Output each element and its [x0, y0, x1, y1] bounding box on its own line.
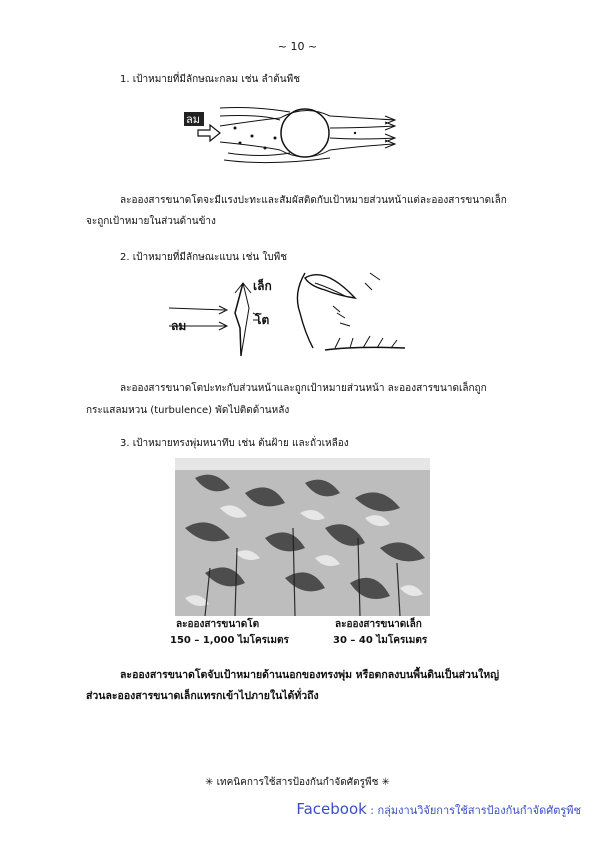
facebook-separator: : [366, 804, 378, 817]
item2-paragraph-line1: ละอองสารขนาดโตปะทะกับส่วนหน้าและถูกเป้าหมายส่วนหน้า ละอองสารขนาดเล็กถูก [120, 383, 487, 394]
page-number: ~ 10 ~ [277, 40, 318, 53]
label-big: โต [255, 313, 270, 327]
label-small: เล็ก [253, 279, 272, 293]
item1-heading: 1. เป้าหมายที่มีลักษณะกลม เช่น ลำต้นพืช [120, 74, 300, 85]
item1-paragraph-line2: จะถูกเป้าหมายในส่วนด้านข้าง [86, 216, 216, 227]
item2-paragraph-line2: กระแสลมหวน (turbulence) พัดไปติดด้านหลัง [86, 405, 290, 416]
facebook-brand: Facebook [296, 800, 367, 818]
round-target-figure [180, 98, 405, 173]
caption-left-line1: ละอองสารขนาดโต [176, 619, 260, 630]
flat-target-figure [165, 268, 415, 358]
item3-heading: 3. เป้าหมายทรงพุ่มหนาทึบ เช่น ต้นฝ้าย และถั่วเหลือง [120, 438, 349, 449]
item3-paragraph-line2: ส่วนละอองสารขนาดเล็กแทรกเข้าไปภายในได้ทั่วถึง [86, 690, 319, 702]
item2-heading: 2. เป้าหมายที่มีลักษณะแบน เช่น ใบพืช [120, 252, 288, 263]
caption-left-line2: 150 – 1,000 ไมโครเมตร [170, 635, 289, 646]
wind-label-1: ลม [186, 113, 200, 126]
crop-canopy-photo [175, 458, 430, 616]
item1-paragraph-line1: ละอองสารขนาดโตจะมีแรงปะทะและสัมผัสติดกับเป้าหมายส่วนหน้าแต่ละอองสารขนาดเล็ก [120, 195, 507, 206]
wind-label-2: ลม [171, 319, 187, 333]
facebook-credit[interactable] [296, 800, 581, 819]
caption-right-line1: ละอองสารขนาดเล็ก [335, 619, 422, 630]
facebook-group-name: กลุ่มงานวิจัยการใช้สารป้องกันกำจัดศัตรูพืช [377, 804, 581, 817]
caption-right-line2: 30 – 40 ไมโครเมตร [333, 635, 428, 646]
item3-paragraph-line1: ละอองสารขนาดโตจับเป้าหมายด้านนอกของทรงพุ่ม หรือตกลงบนพื้นดินเป็นส่วนใหญ่ [120, 669, 500, 681]
footer-title: ✳ เทคนิคการใช้สารป้องกันกำจัดศัตรูพืช ✳ [205, 777, 390, 788]
